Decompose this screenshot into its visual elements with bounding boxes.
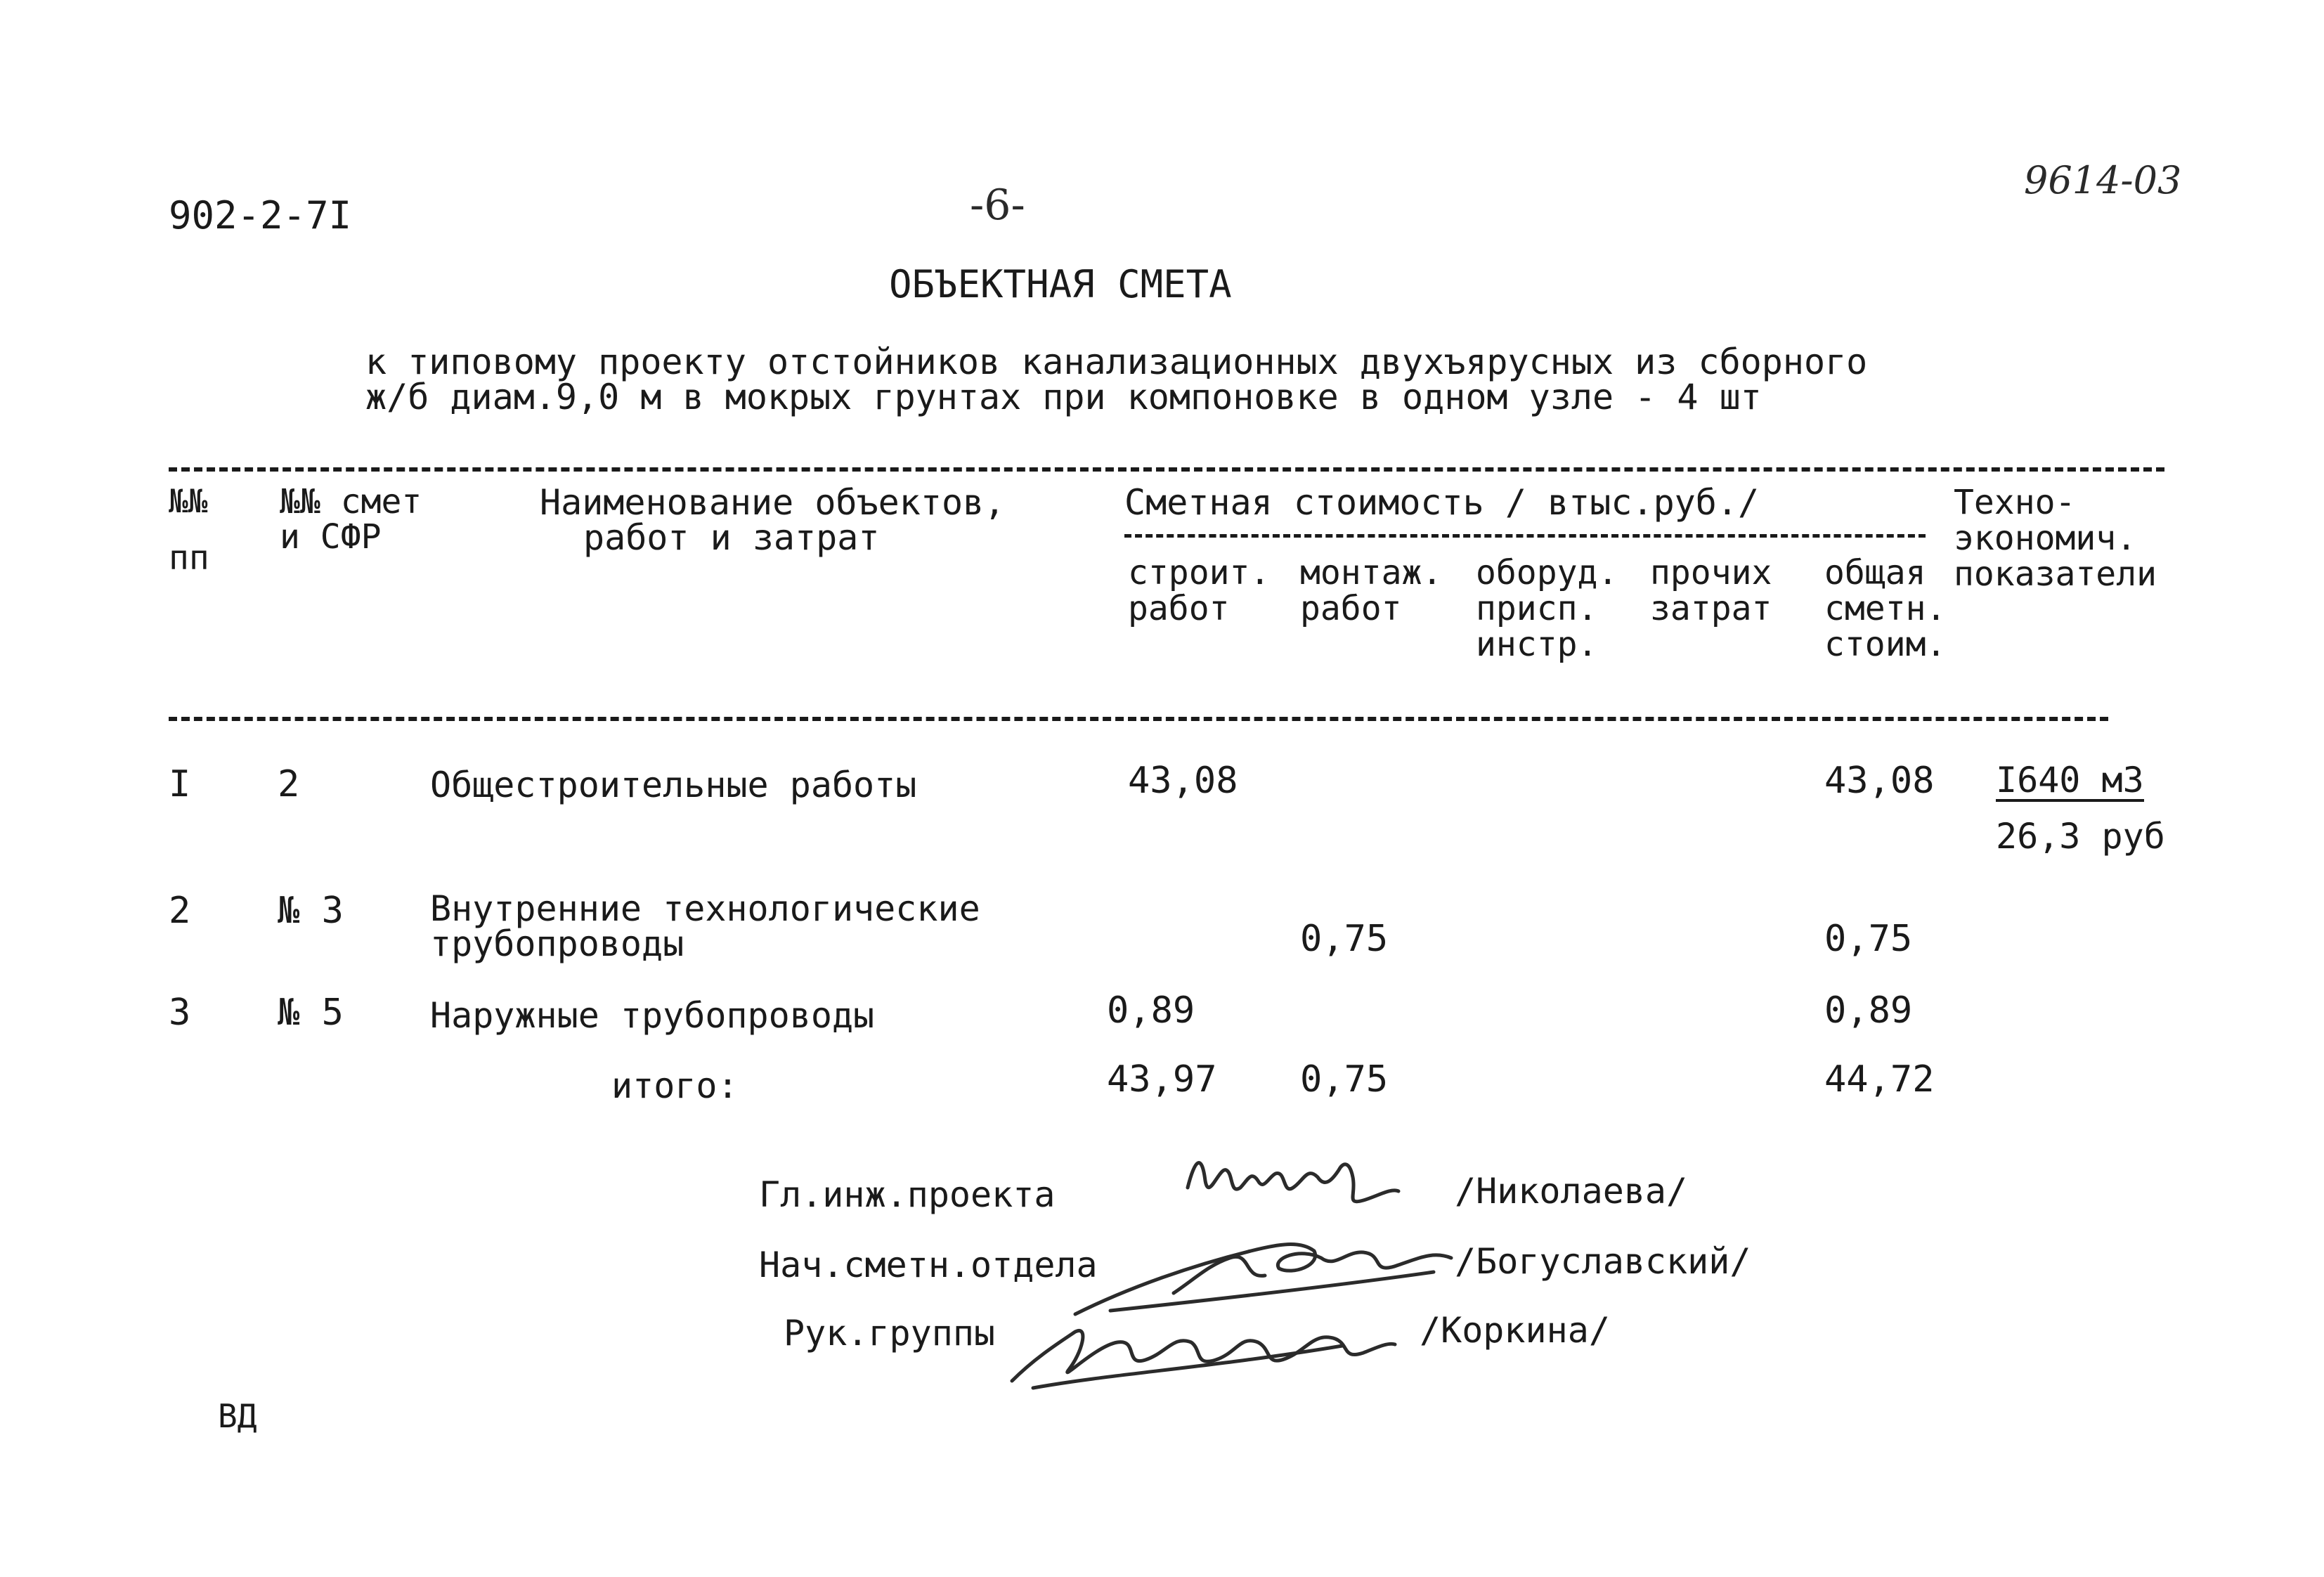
row1-smeta: 2 (278, 763, 300, 805)
header-prochih: прочих затрат (1650, 553, 1772, 628)
total-obshaya: 44,72 (1824, 1058, 1935, 1101)
subtitle-line-2: ж/б диам.9,0 м в мокрых грунтах при компоновке в одном узле - 4 шт (365, 377, 1762, 417)
row3-name: Наружные трубопроводы (430, 995, 875, 1036)
header-stroit: строит. работ (1128, 553, 1271, 628)
signature-role-group-lead: Рук.группы (784, 1313, 996, 1354)
header-smeta-line2: и СФР (280, 517, 382, 557)
header-montazh: монтаж. работ (1300, 553, 1443, 628)
header-smeta-line1: №№ смет (280, 482, 422, 521)
archive-number: 9614-03 (2024, 158, 2182, 202)
page-number: -6- (970, 181, 1025, 230)
header-obshaya: общая сметн. стоим. (1824, 553, 1947, 664)
row1-name: Общестроительные работы (430, 765, 917, 805)
row1-tech-cost: 26,3 руб (1996, 816, 2165, 857)
row2-obshaya: 0,75 (1824, 918, 1913, 960)
handwritten-signature-1 (1181, 1138, 1406, 1216)
row1-obshaya: 43,08 (1824, 760, 1935, 802)
row3-smeta: № 5 (278, 992, 344, 1034)
row3-num: 3 (169, 992, 191, 1034)
header-oborud: оборуд. присп. инстр. (1476, 553, 1618, 664)
subtitle-line-1: к типовому проекту отстойников канализационных двухъярусных из сборного (365, 342, 1868, 382)
table-header-rule (169, 717, 2108, 721)
row2-smeta: № 3 (278, 890, 344, 932)
total-stroit: 43,97 (1107, 1058, 1217, 1101)
header-name-line1: Наименование объектов, (540, 482, 1006, 523)
total-label: итого: (611, 1065, 739, 1106)
row3-obshaya: 0,89 (1824, 989, 1913, 1032)
header-num-line1: №№ (169, 482, 208, 520)
row3-stroit: 0,89 (1107, 989, 1195, 1032)
signature-name-chief-engineer: /Николаева/ (1455, 1171, 1688, 1212)
total-montazh: 0,75 (1300, 1058, 1389, 1101)
row2-name: Внутренние технологические трубопроводы (430, 888, 980, 964)
header-num-line2: пп (169, 538, 209, 578)
row2-montazh: 0,75 (1300, 918, 1389, 960)
header-name-line2: работ и затрат (583, 517, 880, 558)
header-cost-rule (1124, 534, 1926, 538)
signature-name-group-lead: /Коркина/ (1420, 1310, 1610, 1351)
signature-role-estimate-head: Нач.сметн.отдела (759, 1245, 1098, 1285)
signature-role-chief-engineer: Гл.инж.проекта (759, 1174, 1056, 1215)
row1-num: I (169, 763, 191, 805)
document-code: 902-2-7I (169, 193, 352, 238)
handwritten-signature-3 (1005, 1304, 1398, 1395)
row2-num: 2 (169, 890, 191, 932)
footer-mark: ВД (218, 1397, 257, 1435)
header-tech: Техно- экономич. показатели (1954, 483, 2157, 594)
page-title: ОБЪЕКТНАЯ СМЕТА (889, 262, 1232, 306)
header-cost-group: Сметная стоимость / втыс.руб./ (1124, 482, 1760, 523)
signature-name-estimate-head: /Богуславский/ (1455, 1241, 1751, 1282)
row1-tech-volume: I640 м3 (1996, 760, 2144, 800)
table-top-rule (169, 467, 2164, 472)
row1-stroit: 43,08 (1128, 760, 1238, 802)
